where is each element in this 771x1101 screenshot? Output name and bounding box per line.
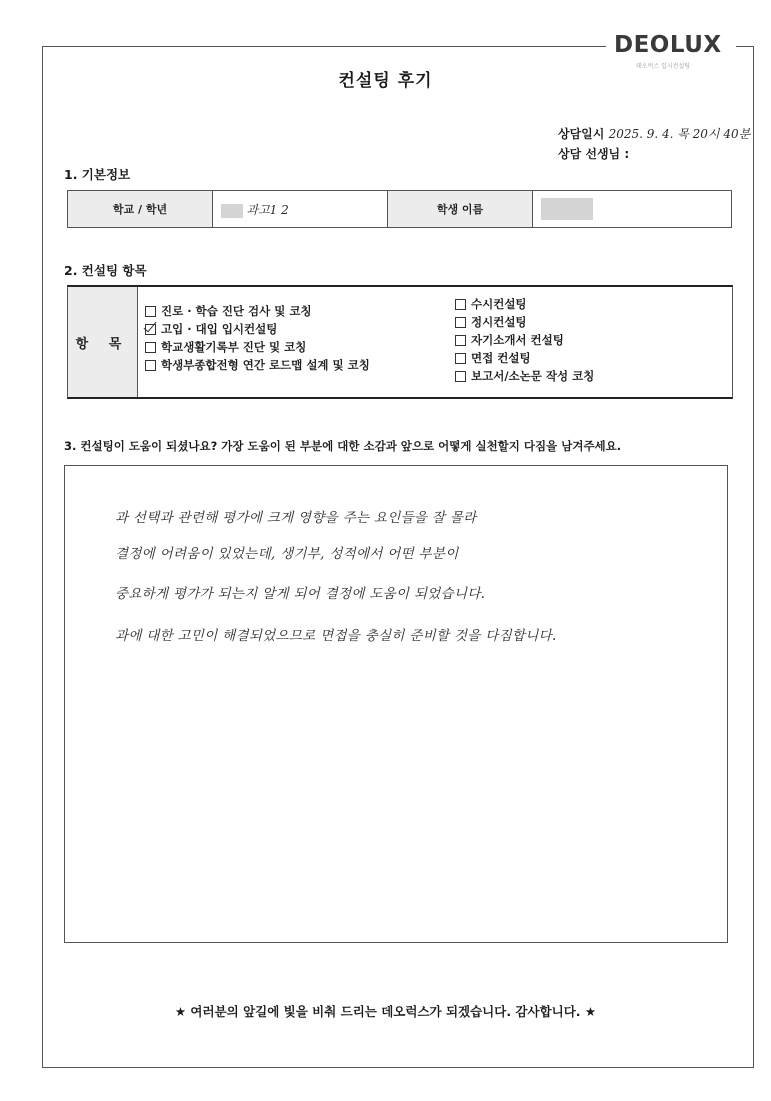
answer-line: 결정에 어려움이 있었는데, 생기부, 성적에서 어떤 부분이: [115, 546, 459, 562]
school-grade-value: 과고1 2: [246, 202, 289, 217]
section-items-title: 2. 컨설팅 항목: [64, 263, 147, 278]
feedback-answer-box: [64, 465, 728, 943]
document-title: 컨설팅 후기: [338, 71, 433, 91]
left-item-label: 학생부종합전형 연간 로드맵 설계 및 코칭: [161, 358, 370, 372]
consult-date-label: 상담일시: [558, 127, 605, 141]
answer-line: 과 선택과 관련해 평가에 크게 영향을 주는 요인들을 잘 몰라: [115, 510, 477, 526]
checkbox-icon[interactable]: [455, 317, 466, 328]
answer-line: 과에 대한 고민이 해결되었으므로 면접을 충실히 준비할 것을 다짐합니다.: [115, 628, 557, 644]
left-item-label: 진로 · 학습 진단 검사 및 코칭: [161, 304, 312, 318]
right-item-label: 면접 컨설팅: [471, 351, 531, 365]
section-basic-info-title: 1. 기본정보: [64, 167, 131, 182]
student-name-cell: [533, 191, 732, 228]
right-item-list: [455, 295, 594, 385]
redacted-block: [221, 204, 243, 218]
right-item: [455, 313, 594, 331]
consult-date-row: [558, 125, 750, 142]
items-label: 항 목: [68, 287, 138, 397]
checkbox-icon[interactable]: [145, 342, 156, 353]
school-grade-label: 학교 / 학년: [68, 191, 213, 228]
right-item-label: 수시컨설팅: [471, 297, 527, 311]
right-item-label: 보고서/소논문 작성 코칭: [471, 369, 595, 383]
checkbox-icon[interactable]: [145, 306, 156, 317]
consult-teacher-label: 상담 선생님 :: [558, 147, 630, 161]
checkbox-icon[interactable]: [455, 299, 466, 310]
checkbox-checked-icon[interactable]: [145, 324, 156, 335]
right-item: [455, 331, 594, 349]
answer-line: 중요하게 평가가 되는지 알게 되어 결정에 도움이 되었습니다.: [115, 586, 486, 602]
left-item-label: 학교생활기록부 진단 및 코칭: [161, 340, 307, 354]
right-item: [455, 295, 594, 313]
consult-date-value: 2025. 9. 4. 목 20시 40분: [608, 127, 751, 141]
left-item: [145, 320, 370, 338]
left-item: [145, 302, 370, 320]
consult-teacher-row: [558, 145, 629, 162]
redacted-block: [541, 198, 593, 220]
left-item-list: [145, 302, 370, 374]
right-item: [455, 349, 594, 367]
student-name-label: 학생 이름: [388, 191, 533, 228]
right-item-label: 자기소개서 컨설팅: [471, 333, 564, 347]
right-item-label: 정시컨설팅: [471, 315, 527, 329]
left-item-label: 고입 · 대입 입시컨설팅: [161, 322, 278, 336]
footer-message: ★ 여러분의 앞길에 빛을 비춰 드리는 데오럭스가 되겠습니다. 감사합니다. ★: [174, 1004, 597, 1019]
checkbox-icon[interactable]: [455, 353, 466, 364]
left-item: [145, 356, 370, 374]
brand-logo: DEOLUX: [614, 32, 722, 58]
feedback-question: 3. 컨설팅이 도움이 되셨나요? 가장 도움이 된 부분에 대한 소감과 앞으로 어떻게 실천할지 다짐을 남겨주세요.: [64, 439, 622, 453]
checkbox-icon[interactable]: [455, 335, 466, 346]
basic-info-table: [67, 190, 732, 228]
brand-tagline: 데오럭스 입시컨설팅: [636, 63, 691, 70]
checkbox-icon[interactable]: [455, 371, 466, 382]
consulting-items-box: [67, 285, 733, 399]
checkbox-icon[interactable]: [145, 360, 156, 371]
right-item: [455, 367, 594, 385]
left-item: [145, 338, 370, 356]
school-grade-cell: [213, 191, 388, 228]
